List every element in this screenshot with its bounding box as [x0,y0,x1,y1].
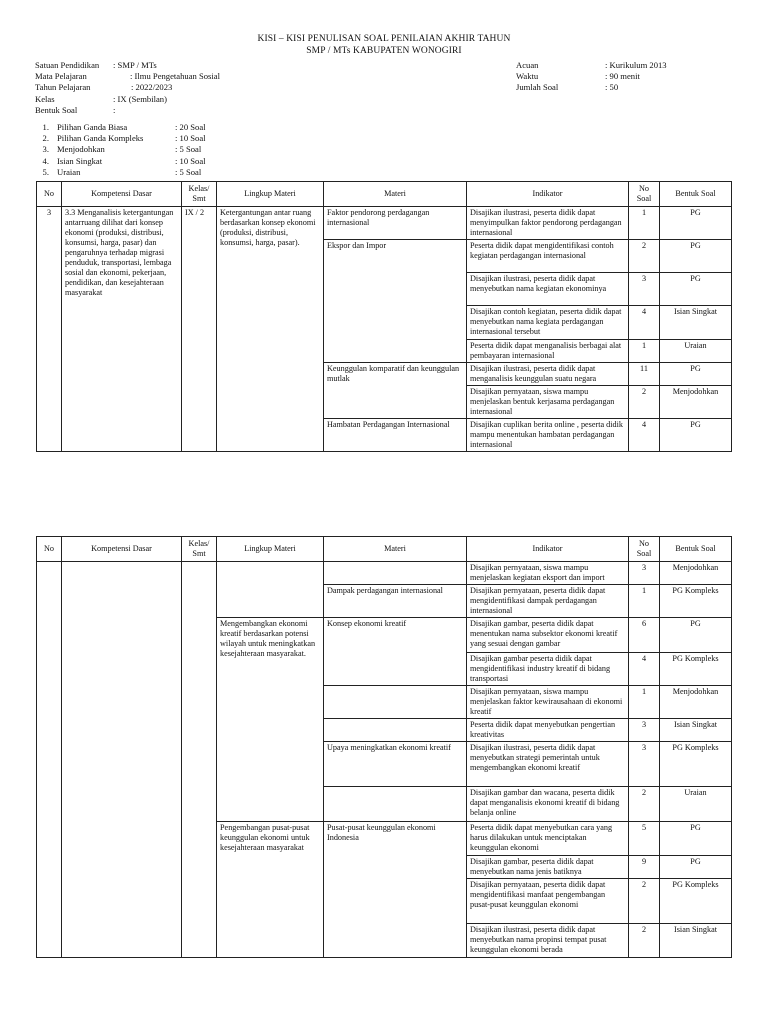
list-number: 4. [42,155,49,166]
cell-materi [324,787,467,822]
meta-row [35,105,220,116]
meta-label: Tahun Pelajaran [35,82,91,93]
cell-bentuk: PG [660,207,732,240]
meta-value: : IX (Sembilan) [113,93,167,104]
cell-indikator: Disajikan pernyataan, peserta didik dapat mengidentifikasi manfaat pengembangan pusat-pusat keunggulan ekonomi [467,879,629,924]
cell-bentuk: PG Kompleks [660,742,732,787]
meta-value: : 90 menit [605,71,640,82]
cell-indikator: Disajikan pernyataan, siswa mampu menjelaskan kegiatan eksport dan import [467,562,629,585]
cell-materi [324,562,467,585]
cell-indikator: Peserta didik dapat mengidentifikasi contoh kegiatan perdagangan internasional [467,240,629,273]
cell-bentuk: PG [660,618,732,653]
list-number: 3. [42,144,49,155]
cell-nosoal: 11 [629,363,660,386]
cell-materi: Upaya meningkatkan ekonomi kreatif [324,742,467,787]
header-kd: Kompetensi Dasar [62,182,182,207]
cell-materi: Dampak perdagangan internasional [324,585,467,618]
kisi-table-2 [36,536,732,958]
meta-left [35,60,220,116]
meta-label: Kelas [35,93,55,104]
cell-kelas: IX / 2 [182,207,217,452]
meta-label: Waktu [516,71,539,82]
cell-indikator: Peserta didik dapat menganalisis berbagai alat pembayaran internasional [467,340,629,363]
list-value: : 5 Soal [175,144,202,155]
cell-nosoal: 1 [629,686,660,719]
list-value: : 10 Soal [175,133,206,144]
cell-materi: Hambatan Perdagangan Internasional [324,419,467,452]
cell-bentuk: Menjodohkan [660,686,732,719]
meta-row [516,71,667,82]
cell-lingkup [217,562,324,618]
cell-nosoal: 1 [629,340,660,363]
cell-indikator: Disajikan ilustrasi, peserta didik dapat menganalisis keunggulan suatu negara [467,363,629,386]
cell-materi: Konsep ekonomi kreatif [324,618,467,686]
cell-bentuk: Isian Singkat [660,306,732,340]
cell-indikator: Disajikan gambar dan wacana, peserta didik dapat menganalisis ekonomi kreatif di bidang belanja online [467,787,629,822]
header-no: No [37,182,62,207]
list-item [36,144,215,155]
list-item [36,122,215,133]
cell-nosoal: 2 [629,240,660,273]
meta-row [516,60,667,71]
cell-bentuk: PG [660,363,732,386]
cell-bentuk: PG [660,419,732,452]
cell-kd [62,562,182,958]
doc-title: KISI – KISI PENULISAN SOAL PENILAIAN AKHIR TAHUN [257,34,511,44]
list-item [36,167,215,178]
cell-bentuk: PG Kompleks [660,585,732,618]
cell-nosoal: 1 [629,207,660,240]
cell-materi: Pusat-pusat keunggulan ekonomi Indonesia [324,822,467,958]
cell-indikator: Disajikan contoh kegiatan, peserta didik dapat menyebutkan nama kegiata perdagangan internasional tersebut [467,306,629,340]
header-bentuk: Bentuk Soal [660,537,732,562]
cell-nosoal: 4 [629,306,660,340]
cell-indikator: Disajikan gambar, peserta didik dapat menyebutkan nama jenis batiknya [467,856,629,879]
cell-indikator: Disajikan pernyataan, peserta didik dapat mengidentifikasi dampak perdagangan internasional [467,585,629,618]
cell-nosoal: 2 [629,386,660,419]
cell-indikator: Disajikan gambar, peserta didik dapat menentukan nama subsektor ekonomi kreatif yang sesuai dengan gambar [467,618,629,653]
meta-label: Mata Pelajaran [35,71,87,82]
header-nosoal: No Soal [629,182,660,207]
meta-value: : Kurikulum 2013 [605,60,667,70]
cell-nosoal: 2 [629,787,660,822]
cell-indikator: Disajikan pernyataan, siswa mampu menjelaskan faktor kewirausahaan di ekonomi kreatif [467,686,629,719]
cell-materi [324,686,467,719]
cell-bentuk: Menjodohkan [660,562,732,585]
cell-materi: Faktor pendorong perdagangan internasional [324,207,467,240]
header-kelas: Kelas/ Smt [182,537,217,562]
cell-nosoal: 4 [629,653,660,686]
cell-nosoal: 2 [629,879,660,924]
header-materi: Materi [324,537,467,562]
meta-value: : [113,104,116,115]
cell-kelas [182,562,217,958]
cell-indikator: Peserta didik dapat menyebutkan pengertian kreativitas [467,719,629,742]
cell-indikator: Disajikan ilustrasi, peserta didik dapat menyebutkan nama kegiatan ekonominya [467,273,629,306]
cell-indikator: Disajikan ilustrasi, peserta didik dapat menyebutkan nama propinsi tempat pusat keunggulan ekonomi berada [467,924,629,958]
header-materi: Materi [324,182,467,207]
header-lingkup: Lingkup Materi [217,537,324,562]
cell-indikator: Disajikan ilustrasi, peserta didik dapat menyimpulkan faktor pendorong perdagangan internasional [467,207,629,240]
cell-materi [324,719,467,742]
cell-no: 3 [37,207,62,452]
cell-materi: Ekspor dan Impor [324,240,467,363]
list-label: Pilihan Ganda Biasa [57,122,128,132]
meta-label: Bentuk Soal [35,104,78,115]
cell-bentuk: PG Kompleks [660,653,732,686]
meta-value: : SMP / MTs [113,60,157,70]
list-number: 1. [42,122,49,132]
cell-bentuk: Menjodohkan [660,386,732,419]
bentuk-soal-list [36,122,215,178]
meta-row [35,94,220,105]
cell-nosoal: 2 [629,924,660,958]
cell-indikator: Disajikan ilustrasi, peserta didik dapat menyebutkan strategi pemerintah untuk mengembangkan ekonomi kreatif [467,742,629,787]
kisi-table-1 [36,181,732,452]
list-item [36,156,215,167]
cell-nosoal: 3 [629,742,660,787]
list-number: 2. [42,133,49,144]
list-label: Uraian [57,166,81,177]
header-nosoal: No Soal [629,537,660,562]
cell-nosoal: 3 [629,719,660,742]
cell-nosoal: 9 [629,856,660,879]
cell-bentuk: Uraian [660,787,732,822]
cell-nosoal: 5 [629,822,660,856]
meta-value: : 50 [605,82,619,93]
list-item [36,133,215,144]
cell-bentuk: Uraian [660,340,732,363]
list-value: : 10 Soal [175,155,206,166]
cell-lingkup: Mengembangkan ekonomi kreatif berdasarkan potensi wilayah untuk meningkatkan kesejahteraan masyarakat. [217,618,324,822]
table-row [37,207,732,240]
meta-row [35,82,220,93]
cell-nosoal: 1 [629,585,660,618]
cell-bentuk: PG Kompleks [660,879,732,924]
list-value: : 5 Soal [175,166,202,177]
cell-bentuk: PG [660,240,732,273]
header-kd: Kompetensi Dasar [62,537,182,562]
meta-row [516,82,667,93]
list-label: Pilihan Ganda Kompleks [57,133,144,144]
header-no: No [37,537,62,562]
cell-nosoal: 6 [629,618,660,653]
meta-value: : 2022/2023 [131,82,173,93]
table-header-row [37,537,732,562]
cell-indikator: Peserta didik dapat menyebutkan cara yang harus dilakukan untuk menciptakan keunggulan ekonomi [467,822,629,856]
list-value: : 20 Soal [175,122,206,132]
table-row [37,562,732,585]
meta-right [516,60,667,94]
table-header-row [37,182,732,207]
cell-nosoal: 4 [629,419,660,452]
cell-kd: 3.3 Menganalisis ketergantungan antarruang dilihat dari konsep ekonomi (produksi, distribusi, konsumsi, harga, pasar) dan pengaruhnya terhadap migrasi penduduk, transportasi, lembaga sosial dan ekonomi, pekerjaan, pendidikan, dan kesejahteraan masyarakat [62,207,182,452]
cell-indikator: Disajikan gambar peserta didik dapat mengidentifikasi industry kreatif di bidang transportasi [467,653,629,686]
header-indikator: Indikator [467,537,629,562]
cell-bentuk: PG [660,822,732,856]
meta-row [35,60,220,71]
cell-lingkup: Ketergantungan antar ruang berdasarkan konsep ekonomi (produksi, distribusi, konsumsi, harga, pasar). [217,207,324,452]
cell-bentuk: PG [660,856,732,879]
cell-indikator: Disajikan cuplikan berita online , peserta didik mampu menentukan hambatan perdagangan internasional [467,419,629,452]
cell-materi: Keunggulan komparatif dan keunggulan mutlak [324,363,467,419]
list-label: Isian Singkat [57,155,103,166]
cell-lingkup: Pengembangan pusat-pusat keunggulan ekonomi untuk kesejahteraan masyarakat [217,822,324,958]
header-bentuk: Bentuk Soal [660,182,732,207]
cell-bentuk: Isian Singkat [660,719,732,742]
cell-no [37,562,62,958]
cell-indikator: Disajikan pernyataan, siswa mampu menjelaskan bentuk kerjasama perdagangan internasional [467,386,629,419]
meta-label: Satuan Pendidikan [35,60,100,70]
meta-label: Acuan [516,60,539,70]
cell-bentuk: Isian Singkat [660,924,732,958]
doc-subtitle: SMP / MTs KABUPATEN WONOGIRI [306,46,462,56]
header-kelas: Kelas/ Smt [182,182,217,207]
header-indikator: Indikator [467,182,629,207]
meta-row [35,71,220,82]
cell-bentuk: PG [660,273,732,306]
list-label: Menjodohkan [57,144,105,155]
cell-nosoal: 3 [629,273,660,306]
header-lingkup: Lingkup Materi [217,182,324,207]
list-number: 5. [42,166,49,177]
meta-value: : Ilmu Pengetahuan Sosial [130,71,220,82]
meta-label: Jumlah Soal [516,82,559,93]
cell-nosoal: 3 [629,562,660,585]
